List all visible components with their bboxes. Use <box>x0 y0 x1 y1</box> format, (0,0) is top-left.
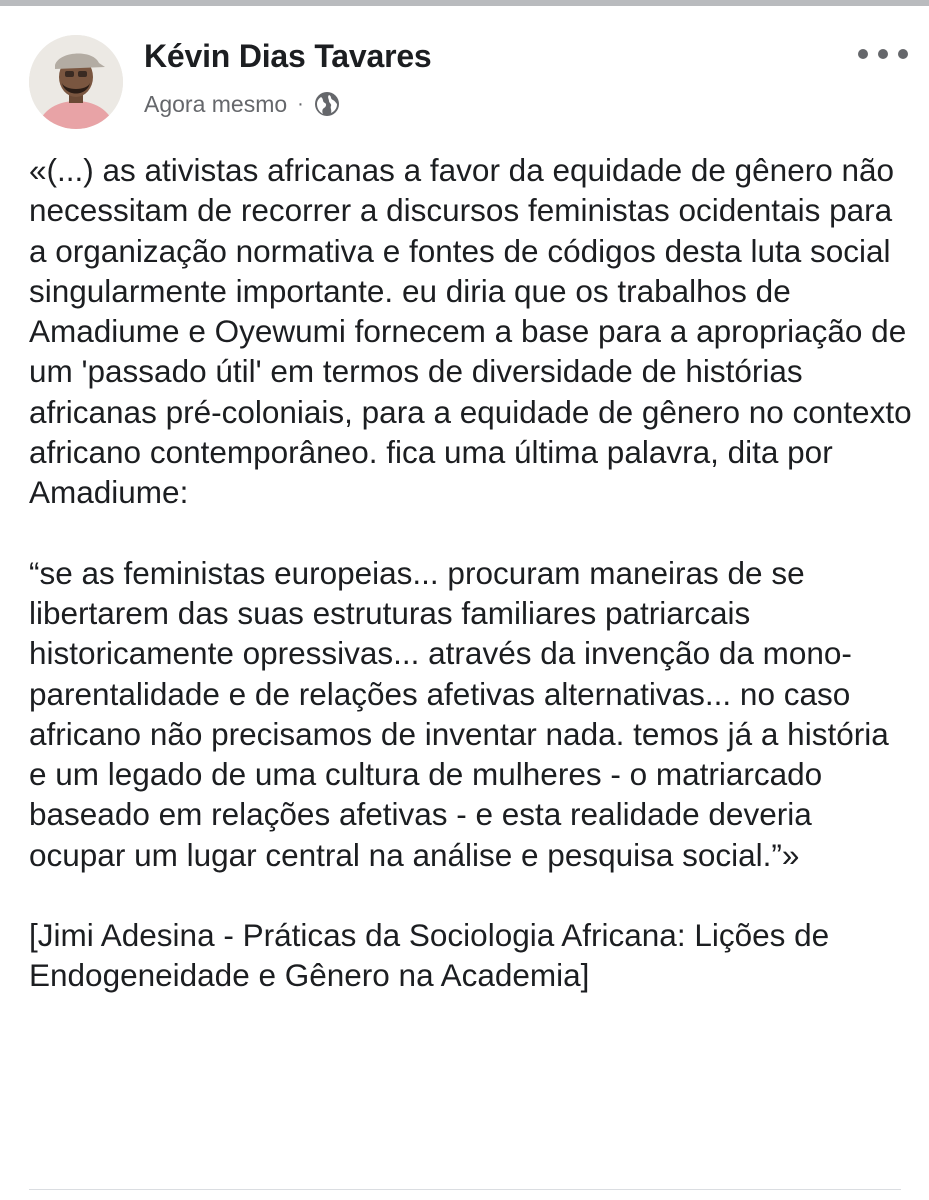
post-paragraph: “se as feministas europeias... procuram maneiras de se libertarem das suas estruturas familiares patriarcais historicamente opressivas... através da invenção da mono-parentalidade e de relações afetivas alternativas... no caso africano não precisamos de inventar nada. temos já a história e um legado de uma cultura de mulheres - o matriarcado baseado em relações afetivas - e esta realidade deveria ocupar um lugar central na análise e pesquisa social.”» <box>29 554 889 873</box>
post-meta <box>144 88 340 120</box>
more-horizontal-icon-dot <box>858 49 868 59</box>
post-body <box>29 150 914 996</box>
meta-separator: · <box>297 92 304 115</box>
globe-icon[interactable] <box>314 91 340 117</box>
divider <box>29 1189 901 1190</box>
more-options-button[interactable] <box>858 40 908 68</box>
post-timestamp[interactable]: Agora mesmo <box>144 90 288 117</box>
more-horizontal-icon-dot <box>878 49 888 59</box>
post-paragraph: [Jimi Adesina - Práticas da Sociologia Africana: Lições de Endogeneidade e Gênero na Academia] <box>29 917 830 994</box>
top-edge-bar <box>0 0 929 6</box>
author-name[interactable]: Kévin Dias Tavares <box>144 38 432 74</box>
avatar[interactable] <box>29 35 123 129</box>
more-horizontal-icon-dot <box>898 49 908 59</box>
post-paragraph: «(...) as ativistas africanas a favor da equidade de gênero não necessitam de recorrer a discursos feministas ocidentais para a organização normativa e fontes de códigos desta luta social singularmente importante. eu diria que os trabalhos de Amadiume e Oyewumi fornecem a base para a apropriação de um 'passado útil' em termos de diversidade de histórias africanas pré-coloniais, para a equidade de gênero no contexto africano contemporâneo. fica uma última palavra, dita por Amadiume: <box>29 152 912 511</box>
